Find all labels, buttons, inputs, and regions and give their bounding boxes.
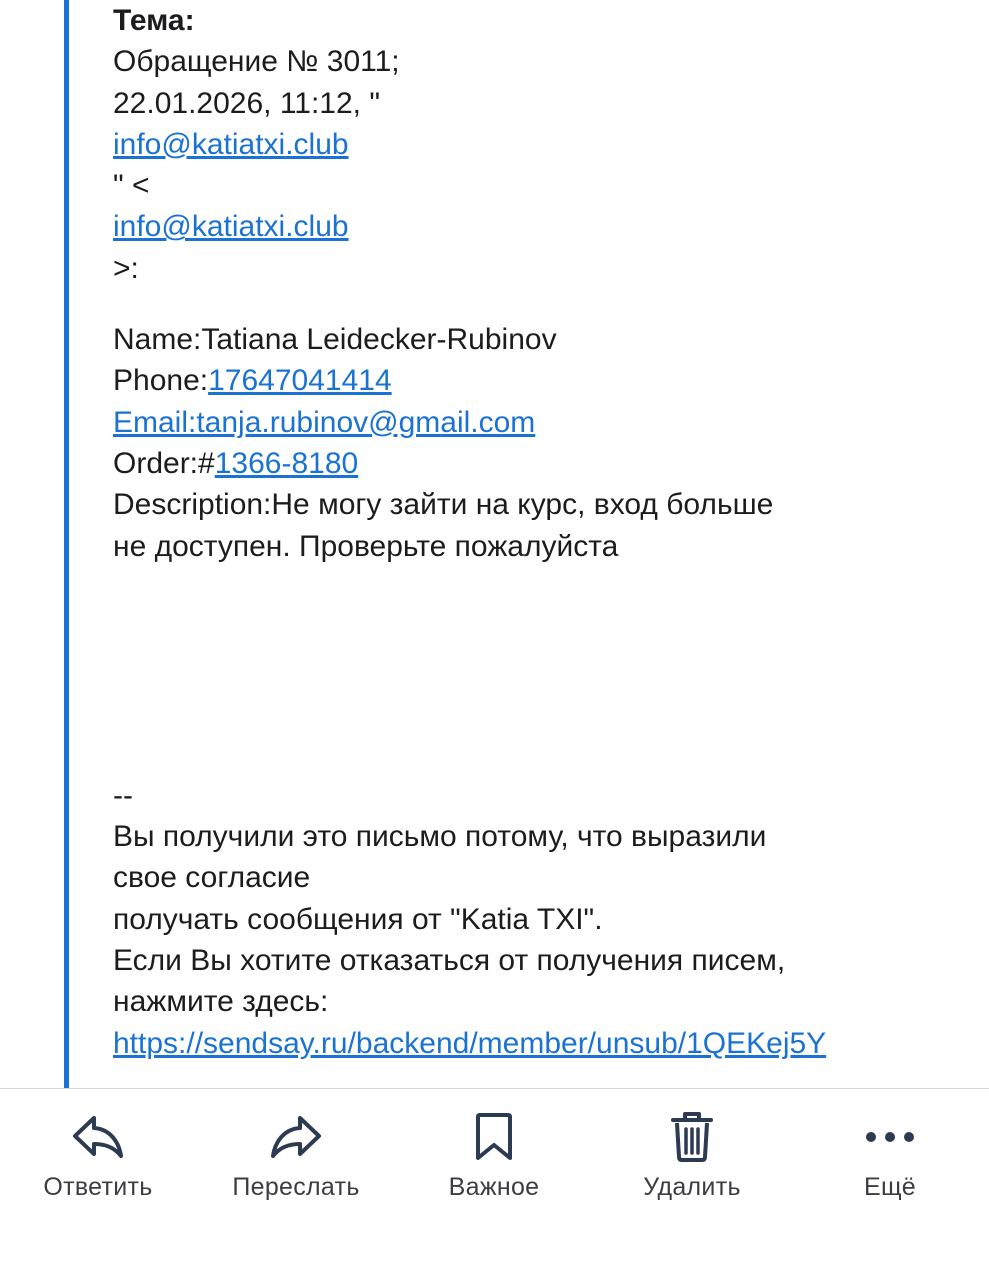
unsubscribe-link[interactable]: https://sendsay.ru/backend/member/unsub/1QEKej5Y xyxy=(113,1026,827,1060)
phone-link[interactable]: 17647041414 xyxy=(208,364,392,398)
forward-button[interactable] xyxy=(206,1109,386,1202)
phone-label: Phone: xyxy=(113,364,209,398)
footer-line-2: свое согласие xyxy=(113,861,311,895)
footer-line-5: нажмите здесь: xyxy=(113,985,329,1019)
bottom-toolbar xyxy=(0,1088,989,1281)
more-button[interactable] xyxy=(800,1109,980,1202)
order-label: Order:# xyxy=(113,446,215,480)
description-line-1: Description:Не могу зайти на курс, вход больше xyxy=(113,488,774,522)
forward-icon xyxy=(206,1109,386,1165)
subject-line: Обращение № 3011; xyxy=(113,45,400,79)
trash-icon xyxy=(602,1109,782,1165)
date-line: 22.01.2026, 11:12, " xyxy=(113,86,380,120)
sender-email-link[interactable]: info@katiatxi.club xyxy=(113,127,349,161)
name-line: Name:Tatiana Leidecker-Rubinov xyxy=(113,323,557,357)
email-link[interactable]: Email:tanja.rubinov@gmail.com xyxy=(113,405,536,439)
signature-separator: -- xyxy=(113,778,133,812)
reply-button[interactable] xyxy=(8,1109,188,1202)
forward-label: Переслать xyxy=(232,1173,360,1201)
quote-close: >: xyxy=(113,251,139,285)
delete-label: Удалить xyxy=(643,1173,741,1201)
footer-line-4: Если Вы хотите отказаться от получения писем, xyxy=(113,944,786,978)
footer-line-1: Вы получили это письмо потому, что выразили xyxy=(113,820,767,854)
email-text xyxy=(113,0,913,1064)
bookmark-icon xyxy=(404,1109,584,1165)
important-label: Важное xyxy=(448,1173,540,1201)
description-line-2: не доступен. Проверьте пожалуйста xyxy=(113,529,619,563)
more-label: Ещё xyxy=(863,1173,917,1201)
sender-email-link-2[interactable]: info@katiatxi.club xyxy=(113,210,349,244)
more-dots-icon xyxy=(800,1109,980,1165)
quote-open: " < xyxy=(113,169,150,203)
footer-line-3: получать сообщения от "Katia TXI". xyxy=(113,902,603,936)
reply-label: Ответить xyxy=(43,1173,153,1201)
important-button[interactable] xyxy=(404,1109,584,1202)
reply-icon xyxy=(8,1109,188,1165)
quote-bar xyxy=(64,0,69,1088)
delete-button[interactable] xyxy=(602,1109,782,1202)
subject-label: Тема: xyxy=(113,4,195,37)
order-link[interactable]: 1366-8180 xyxy=(214,446,359,480)
